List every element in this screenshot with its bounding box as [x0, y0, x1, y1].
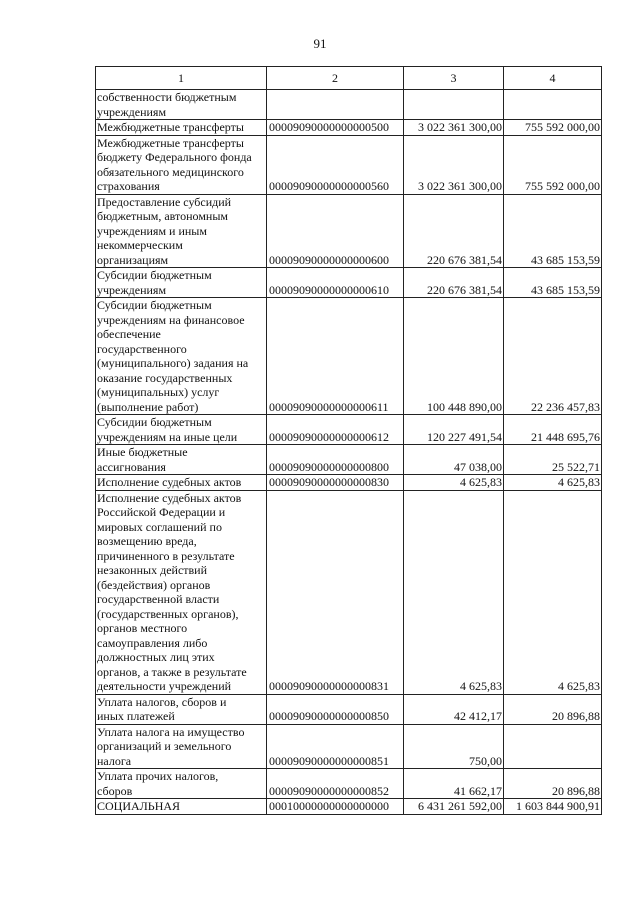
row-value-3: 220 676 381,54	[404, 268, 504, 298]
row-code: 00009090000000000852	[267, 769, 404, 799]
row-value-4: 755 592 000,00	[504, 135, 602, 194]
budget-table	[95, 66, 602, 815]
row-name: Уплата налогов, сборов и иных платежей	[96, 694, 267, 724]
table-row	[96, 769, 602, 799]
row-code	[267, 90, 404, 120]
table-row	[96, 475, 602, 491]
row-name: Исполнение судебных актов	[96, 475, 267, 491]
table-row	[96, 694, 602, 724]
row-value-3: 4 625,83	[404, 490, 504, 694]
row-code: 00009090000000000851	[267, 724, 404, 769]
row-name: Субсидии бюджетным учреждениям	[96, 268, 267, 298]
row-code: 00009090000000000830	[267, 475, 404, 491]
table-row	[96, 445, 602, 475]
page-number: 91	[313, 36, 327, 51]
row-code: 00009090000000000500	[267, 120, 404, 136]
header-col-4: 4	[504, 67, 602, 90]
row-value-4: 1 603 844 900,91	[504, 799, 602, 815]
row-name: Субсидии бюджетным учреждениям на финансовое обеспечение государственного (муниципального) задания на оказание государственных (муниципальных) услуг (выполнение работ)	[96, 298, 267, 415]
row-code: 00009090000000000612	[267, 415, 404, 445]
row-value-4: 20 896,88	[504, 694, 602, 724]
row-code: 00009090000000000611	[267, 298, 404, 415]
row-name: Уплата прочих налогов, сборов	[96, 769, 267, 799]
row-value-3: 41 662,17	[404, 769, 504, 799]
row-value-3: 47 038,00	[404, 445, 504, 475]
row-code: 00009090000000000560	[267, 135, 404, 194]
header-col-1: 1	[96, 67, 267, 90]
row-name: Межбюджетные трансферты	[96, 120, 267, 136]
row-name: Уплата налога на имущество организаций и земельного налога	[96, 724, 267, 769]
row-value-4: 4 625,83	[504, 475, 602, 491]
table-row	[96, 90, 602, 120]
table-row	[96, 799, 602, 815]
row-value-3	[404, 90, 504, 120]
row-code: 00010000000000000000	[267, 799, 404, 815]
row-value-3: 42 412,17	[404, 694, 504, 724]
row-value-4	[504, 724, 602, 769]
row-code: 00009090000000000850	[267, 694, 404, 724]
row-value-3: 3 022 361 300,00	[404, 135, 504, 194]
row-value-3: 4 625,83	[404, 475, 504, 491]
row-value-3: 100 448 890,00	[404, 298, 504, 415]
table-row	[96, 724, 602, 769]
table-row	[96, 135, 602, 194]
row-name: Межбюджетные трансферты бюджету Федерального фонда обязательного медицинского страхования	[96, 135, 267, 194]
header-col-3: 3	[404, 67, 504, 90]
row-value-4: 20 896,88	[504, 769, 602, 799]
row-code: 00009090000000000600	[267, 194, 404, 268]
row-value-4: 4 625,83	[504, 490, 602, 694]
table-row	[96, 490, 602, 694]
row-name: СОЦИАЛЬНАЯ	[96, 799, 267, 815]
header-col-2: 2	[267, 67, 404, 90]
row-value-4: 21 448 695,76	[504, 415, 602, 445]
row-value-4: 755 592 000,00	[504, 120, 602, 136]
row-code: 00009090000000000831	[267, 490, 404, 694]
row-value-3: 6 431 261 592,00	[404, 799, 504, 815]
row-value-3: 120 227 491,54	[404, 415, 504, 445]
table-row	[96, 415, 602, 445]
row-value-3: 3 022 361 300,00	[404, 120, 504, 136]
row-value-3: 220 676 381,54	[404, 194, 504, 268]
row-name: Предоставление субсидий бюджетным, автономным учреждениям и иным некоммерческим организациям	[96, 194, 267, 268]
row-value-4: 25 522,71	[504, 445, 602, 475]
row-value-4: 43 685 153,59	[504, 194, 602, 268]
row-value-4: 22 236 457,83	[504, 298, 602, 415]
row-name: Иные бюджетные ассигнования	[96, 445, 267, 475]
row-value-4	[504, 90, 602, 120]
row-name: Субсидии бюджетным учреждениям на иные цели	[96, 415, 267, 445]
table-row	[96, 120, 602, 136]
row-code: 00009090000000000610	[267, 268, 404, 298]
table-row	[96, 268, 602, 298]
row-code: 00009090000000000800	[267, 445, 404, 475]
row-value-3: 750,00	[404, 724, 504, 769]
row-value-4: 43 685 153,59	[504, 268, 602, 298]
table-row	[96, 194, 602, 268]
header-row	[96, 67, 602, 90]
row-name: собственности бюджетным учреждениям	[96, 90, 267, 120]
row-name: Исполнение судебных актов Российской Федерации и мировых соглашений по возмещению вреда, причиненного в результате незаконных действий (бездействия) органов государственной власти (государственных органов), органов местного самоуправления либо должностных лиц этих органов, а также в результате деятельности учреждений	[96, 490, 267, 694]
table-row	[96, 298, 602, 415]
